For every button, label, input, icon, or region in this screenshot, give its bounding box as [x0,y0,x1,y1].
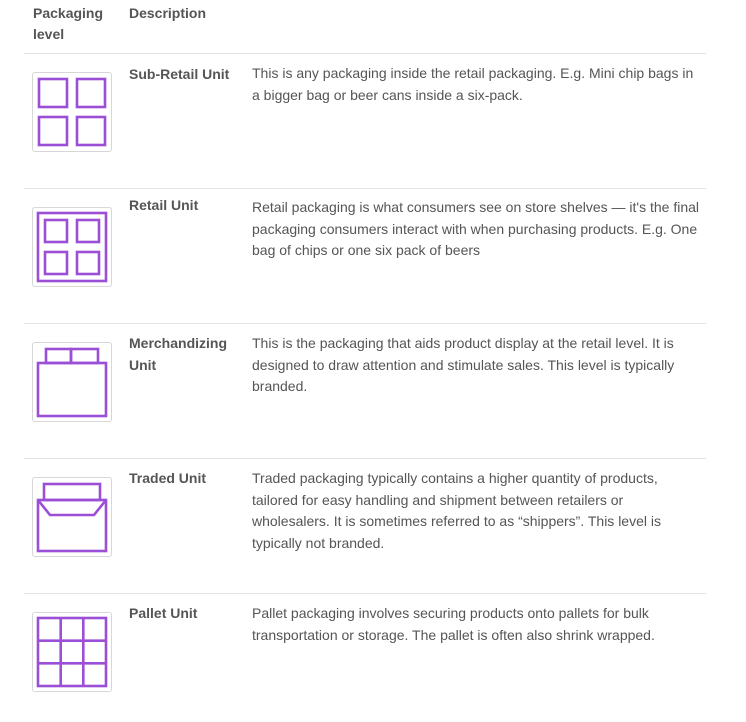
unit-name: Sub-Retail Unit [129,66,230,82]
header-packaging-level: Packaging level [33,5,104,42]
unit-description: Retail packaging is what consumers see on store shelves — it's the final packaging consumers interact with when purchasing products. E.g. One bag of chips or one six pack of beers [252,199,700,258]
unit-name: Merchandizing Unit [129,335,228,373]
unit-name: Traded Unit [129,470,207,486]
header-description: Description [129,5,207,21]
unit-description: Pallet packaging involves securing products onto pallets for bulk transportation or storage. The pallet is often also shrink wrapped. [252,605,655,643]
pallet-unit-icon [32,612,112,692]
table-row [24,594,706,722]
table-row [24,324,706,459]
traded-unit-icon [32,477,112,557]
unit-description: This is the packaging that aids product display at the retail level. It is designed to draw attention and stimulate sales. This level is typically branded. [252,335,675,394]
merchandizing-unit-icon [32,342,112,422]
table-row [24,189,706,324]
sub-retail-unit-icon [32,72,112,152]
table-row [24,54,706,189]
unit-description: Traded packaging typically contains a higher quantity of products, tailored for easy handling and shipment between retailers or wholesalers. It is sometimes referred to as “shippers”. This level is typically not branded. [252,470,661,551]
table-header [24,0,706,54]
unit-name: Retail Unit [129,197,199,213]
retail-unit-icon [32,207,112,287]
unit-name: Pallet Unit [129,605,198,621]
unit-description: This is any packaging inside the retail packaging. E.g. Mini chip bags in a bigger bag or beer cans inside a six-pack. [252,65,694,103]
table-row [24,459,706,594]
